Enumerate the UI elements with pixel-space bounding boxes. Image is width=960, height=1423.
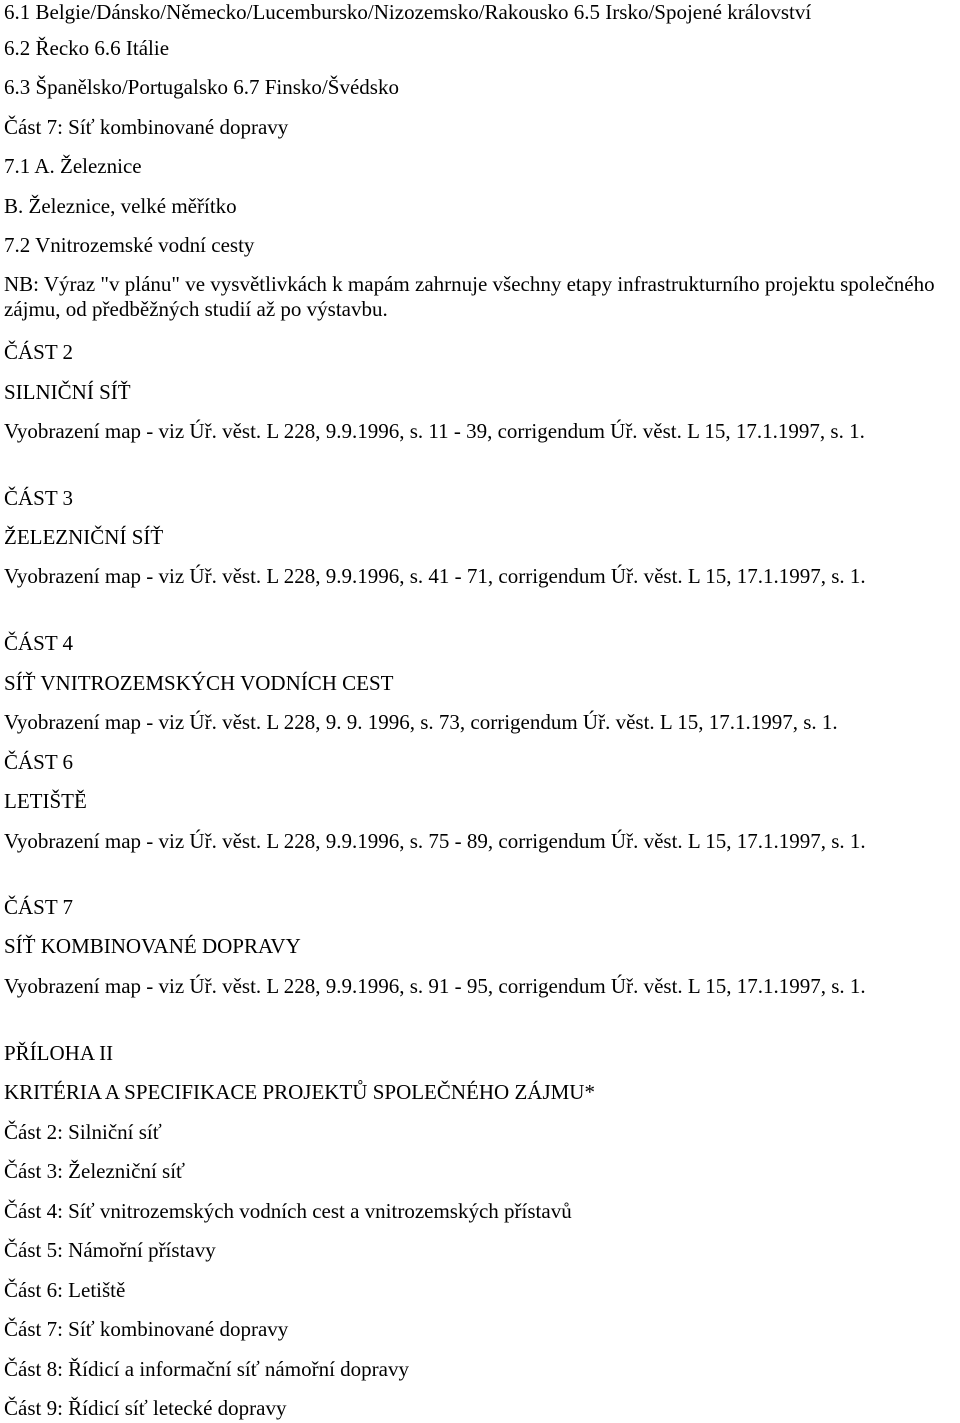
section-text: Vyobrazení map - viz Úř. věst. L 228, 9.9.1996, s. 91 - 95, corrigendum Úř. věst. L 15, 17.1.1997, s. 1.	[4, 974, 866, 998]
section-heading: ČÁST 4	[4, 631, 74, 655]
section-subheading: SILNIČNÍ SÍŤ	[4, 380, 131, 404]
annex-item: Část 8: Řídicí a informační síť námořní dopravy	[4, 1357, 409, 1381]
section-text: Vyobrazení map - viz Úř. věst. L 228, 9.9.1996, s. 75 - 89, corrigendum Úř. věst. L 15, 17.1.1997, s. 1.	[4, 829, 866, 853]
list-item: 6.1 Belgie/Dánsko/Německo/Lucembursko/Nizozemsko/Rakousko 6.5 Irsko/Spojené království	[4, 0, 812, 24]
list-item: 6.2 Řecko 6.6 Itálie	[4, 36, 170, 60]
section-subheading: SÍŤ VNITROZEMSKÝCH VODNÍCH CEST	[4, 671, 394, 695]
annex-item: Část 4: Síť vnitrozemských vodních cest a vnitrozemských přístavů	[4, 1199, 572, 1223]
annex-item: Část 9: Řídicí síť letecké dopravy	[4, 1396, 287, 1420]
annex-item: Část 3: Železniční síť	[4, 1159, 186, 1183]
annex-title: PŘÍLOHA II	[4, 1041, 114, 1065]
list-item: Část 7: Síť kombinované dopravy	[4, 115, 289, 139]
list-item: 7.1 A. Železnice	[4, 154, 142, 178]
list-item: 7.2 Vnitrozemské vodní cesty	[4, 233, 255, 257]
section-heading: ČÁST 7	[4, 895, 74, 919]
section-subheading: ŽELEZNIČNÍ SÍŤ	[4, 525, 164, 549]
note-paragraph: NB: Výraz "v plánu" ve vysvětlivkách k mapám zahrnuje všechny etapy infrastrukturního projektu společného zájmu, od předběžných studií až po výstavbu.	[4, 272, 935, 321]
section-text: Vyobrazení map - viz Úř. věst. L 228, 9.9.1996, s. 11 - 39, corrigendum Úř. věst. L 15, 17.1.1997, s. 1.	[4, 419, 865, 443]
section-subheading: LETIŠTĚ	[4, 789, 87, 813]
section-text: Vyobrazení map - viz Úř. věst. L 228, 9.9.1996, s. 41 - 71, corrigendum Úř. věst. L 15, 17.1.1997, s. 1.	[4, 564, 866, 588]
annex-subtitle: KRITÉRIA A SPECIFIKACE PROJEKTŮ SPOLEČNÉHO ZÁJMU*	[4, 1080, 595, 1104]
annex-item: Část 6: Letiště	[4, 1278, 126, 1302]
section-heading: ČÁST 6	[4, 750, 74, 774]
annex-item: Část 2: Silniční síť	[4, 1120, 162, 1144]
section-text: Vyobrazení map - viz Úř. věst. L 228, 9. 9. 1996, s. 73, corrigendum Úř. věst. L 15, 17.1.1997, s. 1.	[4, 710, 838, 734]
annex-item: Část 5: Námořní přístavy	[4, 1238, 216, 1262]
section-heading: ČÁST 2	[4, 340, 74, 364]
section-subheading: SÍŤ KOMBINOVANÉ DOPRAVY	[4, 934, 301, 958]
list-item: B. Železnice, velké měřítko	[4, 194, 237, 218]
list-item: 6.3 Španělsko/Portugalsko 6.7 Finsko/Švédsko	[4, 75, 399, 99]
annex-item: Část 7: Síť kombinované dopravy	[4, 1317, 289, 1341]
section-heading: ČÁST 3	[4, 486, 74, 510]
